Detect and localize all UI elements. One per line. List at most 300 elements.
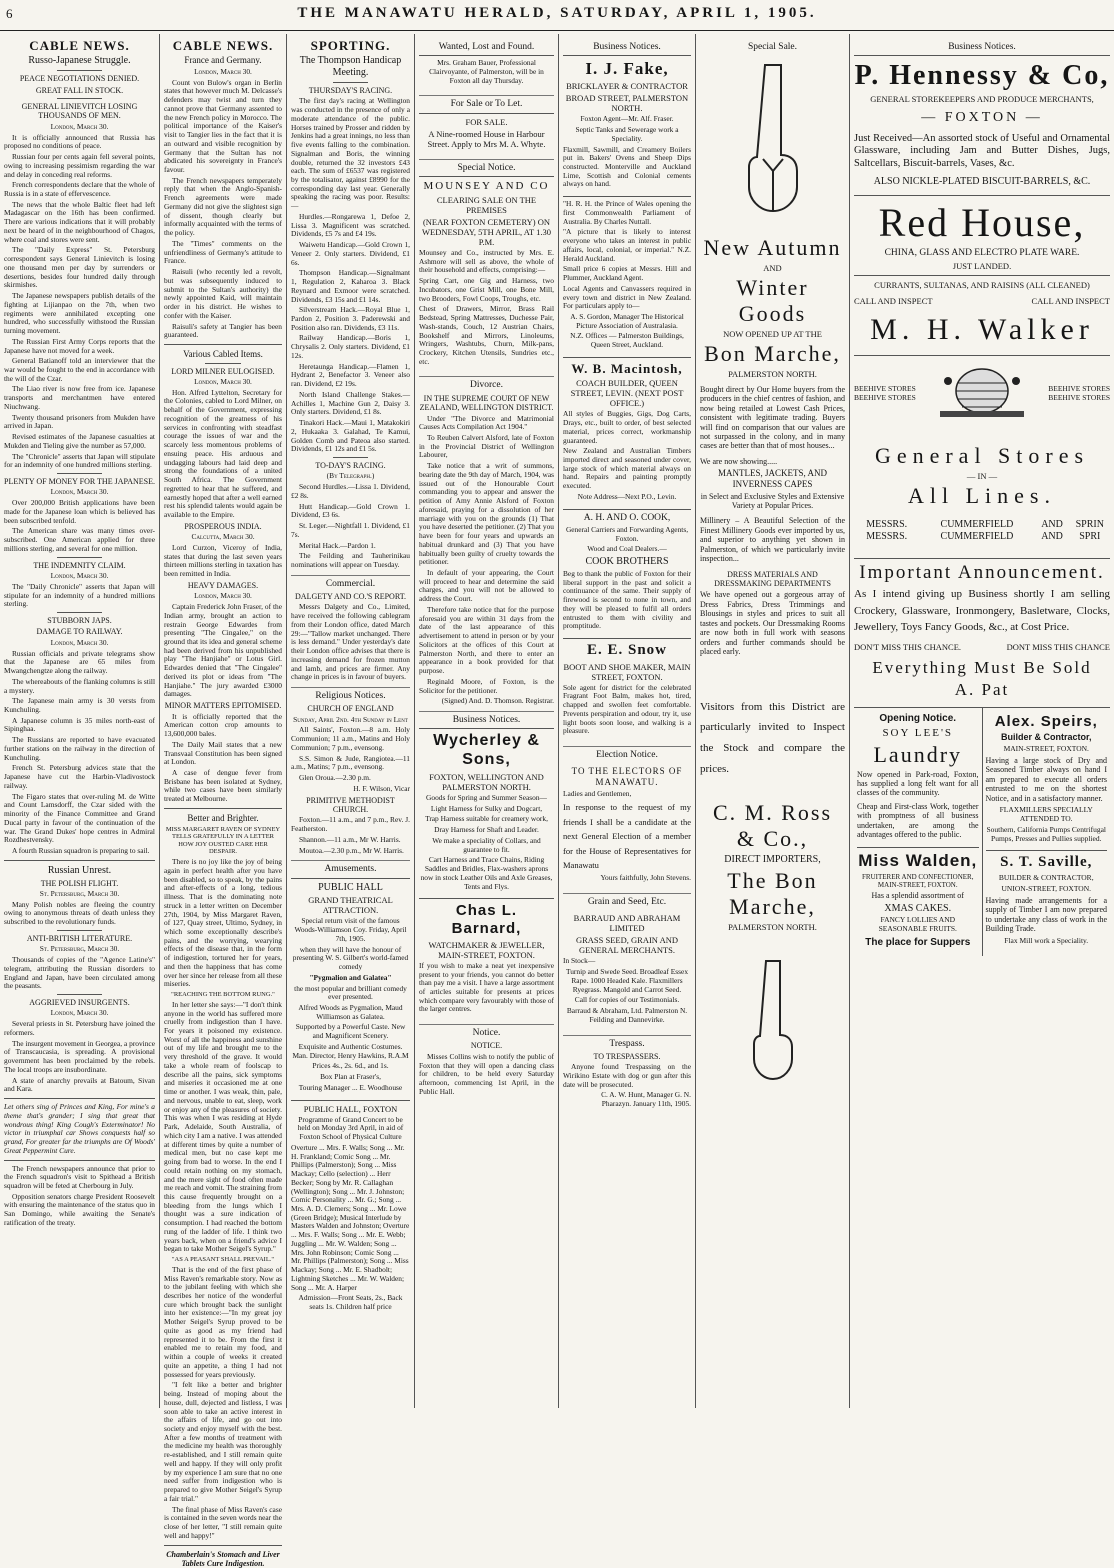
paragraph: Russian officials and private telegrams show that the Japanese are 65 miles from Mwangchengtze along the railway. — [4, 648, 155, 676]
ad-text: "H. R. H. the Prince of Wales opening the first Commonwealth Parliament of Australia. By Charles Nuttall. — [563, 199, 691, 226]
paragraph: A Japanese column is 35 miles north-east of Sipinghaa. — [4, 715, 155, 734]
advert-hennessy — [854, 55, 1110, 192]
ad-text: NOW OPENED UP AT THE — [723, 328, 822, 339]
ad-row — [854, 296, 1110, 306]
section-heading: Divorce. — [419, 376, 554, 391]
section-heading: Special Sale. — [747, 42, 798, 52]
paragraph: The news that the whole Baltic fleet had left Madagascar on the 16th has been confirmed. There are various indications that it will probably next be heard of in the neighbourhood of Chagos, where coal and stores were sent. — [4, 199, 155, 244]
paragraph: S.S. Simon & Jude, Rangiotea.—11 a.m., Matins; 7 p.m., evensong. — [291, 753, 410, 772]
column-7 — [850, 34, 1114, 1408]
paragraph: To Reuben Calvert Alsford, late of Foxton in the Provincial District of Wellington Labourer, — [419, 433, 554, 460]
ad-text: Builder & Contractor, — [1000, 732, 1092, 743]
ad-text: JUST LANDED. — [952, 261, 1012, 272]
ad-title: All Lines. — [908, 483, 1056, 509]
paragraph: Russian four per cents again fell several points, owing to increasing pessimism regarding the war and delay in conceding real reforms. — [4, 152, 155, 179]
ad-text: WATCHMAKER & JEWELLER, MAIN-STREET, FOXTON. — [428, 939, 545, 960]
advert — [419, 176, 554, 372]
ad-text: Turnip and Swede Seed. Broadleaf Essex Rape. 1000 Headed Kale. Flaxmillers Ryegrass. Mangold and Carrot Seed. — [565, 967, 689, 994]
ad-text: Ladies and Gentlemen, — [563, 788, 632, 798]
ad-title: W. B. Macintosh, — [571, 360, 683, 376]
ad-text: Note Address—Next P.O., Levin. — [577, 491, 677, 501]
paragraph: The Daily Mail states that a new Transvaal Constitution has been signed at London. — [164, 739, 282, 767]
section-heading: PROSPEROUS INDIA. — [184, 521, 262, 531]
advert — [419, 55, 554, 90]
dateline: St. Petersburg, March 30. — [39, 944, 120, 954]
ad-text: In Stock— — [563, 956, 596, 966]
ad-text: N.Z. Offices — Palmerston Buildings, Queen Street, Auckland. — [570, 331, 684, 350]
ad-text: CALL AND INSPECT — [854, 296, 933, 307]
ad-text: COACH BUILDER, QUEEN STREET, LEVIN. (NEXT POST OFFICE.) — [570, 378, 684, 409]
dateline: London, March 30. — [50, 487, 109, 497]
paragraph: The "Times" comments on the unfriendliness of Germany's attitude to France. — [164, 238, 282, 266]
ad-text: Supported by a Powerful Caste. New and Magnificent Scenery. — [295, 1022, 406, 1041]
paragraph: Anyone found Trespassing on the Wirikino Estate with dog or gun after this date will be prosecuted. — [563, 1062, 691, 1089]
section-heading: STUBBORN JAPS. — [47, 616, 112, 625]
ad-title: P. Hennessy & Co, — [854, 60, 1110, 92]
advert — [419, 113, 554, 154]
ad-title: M. H. Walker — [870, 313, 1094, 347]
advert-fake — [563, 55, 691, 194]
ad-title: BARRAUD AND ABRAHAM LIMITED — [573, 913, 681, 934]
paragraph: The Figaro states that over-ruling M. de Witte and Count Lamsdorff, the Czar sided with the minority of the Finance Committee and Grand Ducal party in favour of the continuation of the war. The Grand Dukes' hope centres in Admiral Rozdhestvensky. — [4, 791, 155, 845]
paragraph: H. F. Wilson, Vicar — [353, 783, 410, 793]
ad-text: when they will have the honour of presenting W. S. Gilbert's world-famed comedy — [292, 944, 409, 972]
dateline: London, March 30. — [194, 591, 252, 601]
advert-walden — [857, 847, 979, 954]
section-heading: DAMAGE TO RAILWAY. — [36, 627, 123, 637]
ad-title: A. Pat — [954, 679, 1010, 699]
section-heading: Religious Notices. — [291, 687, 410, 702]
column-3 — [287, 34, 415, 1408]
paragraph: Raisuli's safety at Tangier has been guaranteed. — [164, 321, 282, 340]
paragraph: Merital Hack.—Pardon 1. — [299, 540, 376, 550]
ad-text: Local Agents and Canvassers required in every town and district in New Zealand. For particulars apply to— — [563, 283, 691, 311]
section-heading: Special Notice. — [419, 159, 554, 174]
ad-text: GENERAL STOREKEEPERS AND PRODUCE MERCHANTS, — [870, 94, 1094, 105]
dateline: London, March 30. — [194, 377, 252, 387]
paragraph: Under "The Divorce and Matrimonial Causes Acts Compilation Act 1904." — [419, 413, 554, 432]
ad-text: We make a speciality of Collars, and guarantee to fit. — [432, 835, 541, 854]
advert-bon-marche — [700, 232, 845, 937]
paragraph: The insurgent movement in Georgea, a province of Transcaucasia, is spreading. A provisional government has been proclaimed by the rebels. The local troops are insubordinate. — [4, 1038, 155, 1074]
masthead-title: THE MANAWATU HERALD, SATURDAY, APRIL 1, 1905. — [297, 5, 817, 21]
section-heading: Amusements. — [291, 860, 410, 875]
paragraph: The Feilding and Tauherinikau nominations will appear on Tuesday. — [291, 551, 410, 570]
ad-text: New Zealand and Australian Timbers imported direct and seasoned under cover, large stock of which material always on hand. Repairs and painting promptly executed. — [563, 446, 691, 491]
ad-title: MOUNSEY AND CO — [423, 179, 550, 192]
paragraph: Thousands of copies of the "Agence Latine's" telegram, attributing the Russian disorders to England and Japan, have been circulated among the peasants. — [4, 955, 155, 991]
pointing-hand-icon — [700, 957, 845, 1090]
ad-text: Dray Harness for Shaft and Leader. — [434, 825, 539, 835]
paragraph: Over 200,000 British applications have been made for the Japanese loan which is believed has been subscribed tenfold. — [4, 498, 155, 525]
advert-tagline: Chamberlain's Stomach and Liver Tablets Cure Indigestion. — [166, 1549, 280, 1568]
advert-right — [982, 708, 1111, 956]
ad-text: BEEHIVE STORES BEEHIVE STORES — [854, 384, 916, 402]
advert-macintosh — [563, 357, 691, 507]
section-heading: THE INDEMNITY CLAIM. — [33, 560, 126, 570]
paragraph: Opposition senators charge President Roosevelt with ensuring the maintenance of the status quo in San Domingo, while awaiting the Senate's ratification of the treaty. — [4, 1191, 155, 1227]
ad-title: Miss Walden, — [858, 850, 978, 870]
advert-red-house — [854, 195, 1110, 353]
paragraph: (Signed) And. D. Thomson. Registrar. — [441, 696, 554, 706]
section-heading: Grain and Seed, Etc. — [563, 893, 691, 908]
ad-text: BROAD STREET, PALMERSTON NORTH. — [565, 93, 689, 114]
section-heading: THE POLISH FLIGHT. — [40, 878, 119, 888]
paragraph: Reginald Moore, of Foxton, is the Solicitor for the petitioner. — [419, 676, 554, 695]
section-heading: CHURCH OF ENGLAND — [307, 704, 394, 714]
advert-split — [854, 707, 1110, 956]
ad-text: Exquisite and Authentic Costumes. Man. Director, Henry Hawkins, R.A.M — [292, 1041, 409, 1060]
section-heading: Trespass. — [563, 1035, 691, 1050]
ad-text: (NEAR FOXTON CEMETERY) ON WEDNESDAY, 5TH APRIL, AT 1.30 P.M. — [421, 216, 551, 247]
section-heading: "REACHING THE BOTTOM RUNG." — [171, 991, 275, 999]
ad-text: Goods for Spring and Summer Season— — [426, 793, 547, 803]
section-heading: The Thompson Handicap Meeting. — [299, 55, 402, 79]
col1-head: CABLE NEWS. — [29, 38, 130, 53]
column-5 — [559, 34, 696, 1408]
advert-cook — [563, 509, 691, 636]
ad-title: General Stores — [874, 443, 1090, 469]
dateline: Calcutta, March 30. — [191, 532, 255, 542]
masthead — [0, 0, 1114, 31]
paragraph: Heretaunga Handicap.—Flamen 1, Hydrant 2, Benefactor 3. Veneer also ran. Dividend, £2 19s. — [291, 361, 410, 389]
ad-text: Millinery – A Beautiful Selection of the Finest Millinery Goods ever imported by us, and superior to anything yet shown in Palmerston, of which we particularly invite inspection... — [700, 516, 845, 564]
section-heading: Election Notice. — [563, 746, 691, 761]
ad-title: C. M. Ross & Co., — [712, 800, 833, 852]
section-heading: MINOR MATTERS EPITOMISED. — [164, 701, 282, 711]
ad-title: Laundry — [873, 741, 963, 767]
paragraph: Glen Oroua.—2.30 p.m. — [299, 773, 371, 783]
dateline: London, March 30. — [50, 121, 109, 131]
ad-title: — FOXTON — — [921, 110, 1043, 126]
paragraph: In her letter she says:—"I don't think anyone in the world has suffered more cruelly from indigestion than I have. For years it poisoned my existence. Worst of all the happiness and sunshine out of my life and brought me to the very threshold of the grave. It would take a whole ream of foolscap to describe all the pains, sick symptoms and miseries it occasioned me at one time or another. I was weak, thin, pale, and nervous, unable to eat, sleep, work or enjoy any of the pleasures of society. This was when I was residing at Hyde Park, Adelaide, South Australia, of which city I am a native. I was attended at different times by quite a number of medical men, but no case kept me going from bad to worse. In the end I could retain nothing on my stomach, and the mere sight of food often made me reach and vomit. The straining from this cause frequently brought on a bleeding from the lungs which I thought was a sure indication of consumption. I had reached the bottom rung of the ladder of life. I think two years back, when on a friend's advice I began to take Mother Seigel's Syrup." — [164, 999, 282, 1254]
ad-text: Spring Cart, one Gig and Harness, two Incubators, one Grist Mill, one Bone Mill, two Brooders, Fowl Coops, Troughs, etc. — [419, 276, 554, 303]
ad-text: "Pygmalion and Galatea" — [309, 972, 392, 982]
paragraph: Captain Frederick John Fraser, of the Indian army, brought an action to restrain George Edwardes from presenting "The Cingalee," on the ground that its idea and general scheme had been derived from his unpublished play "The Hanjiahe" or Lotus Girl. Edwardes denied that "The Cingalee" derived its plot or ideas from "The Hanjiahe." The jury awarded £3000 damages. — [164, 602, 282, 699]
paragraph: Therefore take notice that for the purpose aforesaid you are within 31 days from the date of the last appearance of this advertisement to attend in person or by your Solicitors at the offices of this Court at Palmerston North, and there to enter an appearance in a book provided for that purpose. — [419, 604, 554, 676]
advert-barraud — [563, 910, 691, 1029]
advert-concert — [291, 1100, 410, 1317]
paragraph: "I felt like a better and brighter being. Instead of moping about the house, dull, dejected and listless, I was soon able to take an active interest in the affairs of life, and go out into society and enjoy myself with the best. After a few months of treatment with the medicine my health was thoroughly re-established, and I still remain quite well and happy. If they will only profit by my experience I am sure that no one need suffer from indigestion who is prepared to give Mother Seigel's Syrup a fair trial." — [164, 1380, 282, 1503]
ad-text: BOOT AND SHOE MAKER, MAIN STREET, FOXTON. — [563, 661, 691, 682]
ad-text: DRESS MATERIALS AND DRESSMAKING DEPARTMENTS — [714, 569, 831, 589]
paragraph: Revised estimates of the Japanese casualties at Mukden and Tieling give the number as 57,000. — [4, 432, 155, 450]
section-heading: HEAVY DAMAGES. — [187, 580, 259, 590]
ad-text: MESSRS. MESSRS. — [866, 519, 908, 542]
ad-title: New Autumn — [703, 234, 842, 260]
advert-beehive — [854, 355, 1110, 556]
ad-row — [854, 642, 1110, 652]
ad-text: Call for copies of our Testimonials. — [574, 995, 680, 1005]
advert-saville — [986, 850, 1108, 950]
ad-text: In response to the request of my friends I shall be a candidate at the next General Election of a member for the House of Representatives for Manawatu — [563, 802, 691, 871]
advert-left — [854, 708, 982, 956]
col2-head: CABLE NEWS. — [172, 38, 274, 53]
section-heading: Various Cabled Items. — [183, 348, 263, 359]
ad-text: MAIN-STREET, FOXTON. — [1003, 744, 1089, 754]
section-heading: DALGETY AND CO.'S REPORT. — [295, 591, 406, 601]
ad-text: Yours faithfully, John Stevens. — [600, 873, 691, 883]
ad-text: Beg to thank the public of Foxton for their liberal support in the past and solicit a continuance of the same. Their supply of firewood is second to none in town, and they will be pleased to fulfil all orders entrusted to them with civility and promptitude. — [563, 568, 691, 631]
dateline: London, March 30. — [194, 66, 252, 76]
ad-text: Light Harness for Sulky and Dogcart, — [430, 803, 543, 813]
paragraph: The Japanese main army is 30 versts from Kunchuling. — [4, 696, 155, 715]
paragraph: The American share was many times over-subscribed. One American applied for three millions sterling, and several for one million. — [4, 526, 155, 553]
ad-subtitle: CLEARING SALE ON THE PREMISES — [436, 194, 537, 215]
paragraph: The French newspapers temperately reply that when the Anglo-Spanish-French agreements were made Germany did not give the slightest sign of dissent, though clearly but informally acquainted with the terms of the policy. — [164, 175, 282, 238]
paragraph: All Saints', Foxton.—8 a.m. Holy Communion; 11 a.m., Matins and Holy Communion; 7 p.m., evensong. — [291, 725, 410, 752]
ad-title: E. E. Snow — [586, 641, 668, 658]
ad-text: BRICKLAYER & CONTRACTOR — [566, 81, 688, 92]
paragraph: Tinakori Hack.—Maui 1, Matakokiri 2, Hukaaka 3. Galahad, Te Kamui, Golden Comb and Pateoa also started. Dividends, £1 12s and £1 5s. — [291, 418, 410, 454]
paragraph: A fourth Russian squadron is preparing to sail. — [12, 846, 150, 856]
paragraph: Twenty thousand prisoners from Mukden have arrived in Japan. — [4, 412, 155, 431]
section-heading: PLENTY OF MONEY FOR THE JAPANESE. — [4, 477, 155, 487]
paragraph: The first day's racing at Wellington was conducted in the presence of only a moderate attendance of the public. Horses trained by Prosser and ridden by Jenkins had a great innings, no less than five events falling to the combination. Signalman and Boris, the winning double, returned the 32 investors £43 each. The sum of £6537 was registered by the totalisator, against £8990 for the corresponding day last year. Generally speaking the racing was poor. Results:— — [291, 96, 410, 211]
paragraph: It is officially reported that the American cotton crop amounts to 13,600,000 bales. — [164, 711, 282, 739]
advert-public-hall — [291, 878, 410, 1098]
advert-verse: Let others sing of Princes and King, For mine's a theme that's grander; I sing that great that wondrous thing! King Cough's Exterminator! No victor in triumphal car Shows conquests half so grand, For greater far the triumphs are Of Woods' Great Peppermint Cure. — [4, 1102, 155, 1155]
ad-text: FANCY LOLLIES AND SEASONABLE FRUITS. — [878, 915, 957, 934]
section-heading: THURSDAY'S RACING. — [308, 85, 393, 95]
col1-s3: GENERAL LINIEVITCH LOSING THOUSANDS OF MEN. — [21, 102, 138, 121]
ad-text: Alfred Woods as Pygmalion, Maud Williamson as Galatea. — [298, 1003, 403, 1021]
section-heading: Business Notices. — [419, 711, 554, 726]
ad-title: Bon Marche, — [704, 340, 841, 366]
paragraph: The French newspapers announce that prior to the French squadron's visit to Spithead a British squadron will be feted at Cherbourg in July. — [4, 1163, 155, 1190]
ad-text: "A picture that is likely to interest everyone who takes an interest in public affairs, local, colonial, or imperial." N.Z. Herald Auckland. — [563, 227, 691, 263]
ad-text: CALL AND INSPECT — [1031, 296, 1110, 307]
ad-text: Now opened in Park-road, Foxton, has supplied a long felt want for all classes of the community. — [857, 769, 979, 798]
paragraph: Waiwetu Handicap.—Gold Crown 1, Veneer 2. Only starters. Dividend, £1 6s. — [291, 240, 410, 267]
paragraph: The "Daily Express" St. Petersburg correspondent says General Linievitch is losing one thousand men per day by surrenders or desertions, besides four hundred daily through skirmishes. — [4, 245, 155, 290]
section-heading: PRIMITIVE METHODIST CHURCH. — [306, 795, 395, 814]
dateline: St. Petersburg, March 30. — [39, 889, 120, 898]
ad-text: PALMERSTON NORTH. — [728, 921, 817, 932]
dateline: Sunday, April 2nd. 4th Sunday in Lent — [293, 714, 408, 724]
paragraph: In default of your appearing, the Court will proceed to hear and determine the said charges, and you will not be allowed to address the Court. — [419, 568, 554, 604]
paragraph: The whereabouts of the flanking columns is still a mystery. — [4, 676, 155, 695]
section-heading: Business Notices. — [593, 42, 661, 52]
ad-title: TO THE ELECTORS OF MANAWATU. — [571, 766, 683, 787]
ad-text: FRUITERER AND CONFECTIONER, MAIN-STREET, FOXTON. — [862, 872, 974, 889]
ad-text: FOXTON, WELLINGTON AND PALMERSTON NORTH. — [429, 771, 544, 792]
ad-text: XMAS CAKES. — [884, 902, 952, 914]
paragraph: French correspondents declare that the whole of Russia is in a state of effervescence. — [4, 180, 155, 199]
ad-title: A. H. AND O. COOK, — [583, 512, 671, 523]
paragraph: The Liao river is now free from ice. Japanese transports and merchantmen have entered Niuchwang. — [4, 384, 155, 411]
advert-speirs — [986, 710, 1108, 849]
col1-sub: Russo-Japanese Struggle. — [28, 55, 131, 67]
paragraph: Hutt Handicap.—Gold Crown 1. Dividend, £3 6s. — [291, 501, 410, 520]
page-number: 6 — [6, 6, 13, 21]
ad-text: As I intend giving up Business shortly I am selling Crockery, Glassware, Ironmongery, Basletware, Clocks, Jewellery, Toys Fancy Goods, &c., at Cost Price. — [854, 588, 1110, 634]
section-heading: TO-DAY'S RACING. — [315, 461, 386, 470]
ad-text: DON'T MISS THIS CHANCE. — [854, 641, 962, 652]
section-heading: MISS MARGARET RAVEN OF SYDNEY TELLS GRATEFULLY IN A LETTER HOW JOY OUSTED CARE HER DESPAIR. — [165, 825, 281, 856]
paragraph: Moutoa.—2.30 p.m., Mr W. Harris. — [299, 845, 404, 855]
advert-laundry — [857, 710, 979, 845]
paragraph: Foxton.—11 a.m., and 7 p.m., Rev. J. Featherston. — [291, 815, 410, 834]
section-heading: TO TRESPASSERS. — [593, 1051, 661, 1061]
section-heading: Commercial. — [291, 575, 410, 590]
col1-s1: PEACE NEGOTIATIONS DENIED. — [19, 74, 140, 84]
paragraph: The Japanese newspapers publish details of the fighting at Lijianpao on the 7th, when two regiments were annihilated excepting one hundred, who successfully withstood the Russian turning movement. — [4, 291, 155, 336]
paragraph: Misses Collins wish to notify the public of Foxton that they will open a dancing class for children, to be held every Saturday afternoon, commencing 1st April, in the Public Hall. — [419, 1051, 554, 1096]
section-heading: For Sale or To Let. — [419, 95, 554, 110]
ad-text: DONT MISS THIS CHANCE — [1006, 641, 1110, 652]
pointing-hand-icon — [700, 61, 845, 224]
section-heading: France and Germany. — [184, 55, 262, 66]
col1-s2: GREAT FALL IN STOCK. — [35, 85, 124, 95]
ad-text: Septic Tanks and Sewerage work a Speciality. — [575, 125, 679, 143]
ad-text: Southern, California Pumps Centrifugal Pumps, Presses and Pullies supplied. — [986, 824, 1107, 843]
column-6 — [696, 34, 850, 1408]
ad-text: Barraud & Abraham, Ltd. Palmerston N. Feilding and Dannevirke. — [566, 1006, 688, 1024]
section-heading: "AS A PEASANT SHALL PREVAIL." — [171, 1256, 275, 1264]
ad-text: Overture ... Mrs. F. Walls; Song ... Mr. H. Frankland; Comic Song ... Mr. Phillips (Palmerston); Song ... Miss Mackay; Cello (selection) ... Herr Becker; Song by Mr. R. Callaghan (Wellington); Song ... Mr. J. Johnston; Comic Personality ... Mr. G.; Song ... Mrs. A. D. Clemers; Song ... Mr. Lowe (Green Bridge); Musical Interlude by Masters Walden and Johnston; Overture ... Mrs. F. Walls; Song ... Mr. E. Webb; Juggling ... Mr. W. Walden; Song ... Mrs. John Robinson; Comic Song ... Mr. Phillips (Palmerston); Song ... Miss Mackay; Song ... Mr. E. Shadbolt; Lightning Sketches ... Mr. W. Walden; Song ... Mr. A. Harper — [291, 1142, 410, 1292]
paragraph: That is the end of the first phase of Miss Raven's remarkable story. Now as to the jubilant feeling with which she describes her notice of the wonderful cure which brought back the sunlight into her existence:—"In my great joy Mother Seigel's Syrup proved to be quite as good as my friend had represented it to be. From the first it enabled me to retain my food, and within a couple of weeks it created quite an appetite, a thing I had not possessed for years previously. — [164, 1264, 282, 1379]
ad-title: Alex. Speirs, — [994, 712, 1098, 730]
ad-title: S. T. Saville, — [1000, 854, 1093, 871]
ad-text: A. S. Gordon, Manager The Historical Picture Association of Australasia. — [570, 311, 684, 330]
ad-text: Having a large stock of Dry and Seasoned Timber always on hand I am prepared to execute all orders entrusted to me on the shortest Notice, and in a satisfactory manner. — [985, 755, 1107, 803]
paragraph: Take notice that a writ of summons, bearing date the 9th day of March, 1904, was issued out of the Honourable Court commanding you to appear and answer the petition of Amy Annie Alsford of Foxton aforesaid, praying for a dissolution of her marriage with you on the grounds (1) That you have deserted the petitioner. (2) That you have been for four years and upwards an habitual drunkard and (3) That you have habitually been guilty of cruelty towards the petitioner. — [419, 461, 554, 567]
paragraph: The final phase of Miss Raven's case is contained in the seven words near the close of her letter, "I still remain quite well and happy!" — [164, 1504, 283, 1540]
paragraph: A case of dengue fever from Brisbane has been isolated at Sydney, while two cases have been similarly treated at Melbourne. — [164, 767, 282, 804]
ad-text: PALMERSTON NORTH. — [728, 368, 817, 379]
ad-text: General Carriers and Forwarding Agents, Foxton. — [565, 524, 689, 543]
ad-text: Cart Harness and Trace Chains, Riding Saddles and Bridles, Flax-washers aprons now in stock Leather Oils and Axle Greases, Tents and Flys. — [420, 855, 553, 891]
ad-text: FLAXMILLERS SPECIALLY ATTENDED TO. — [999, 805, 1093, 823]
paragraph: It is officially announced that Russia has proposed no conditions of peace. — [4, 132, 155, 151]
ad-text: Programme of Grand Concert to be held on Monday 3rd April, in aid of Foxton School of Physical Culture — [297, 1114, 404, 1142]
paragraph: Hurdles.—Rongarewa 1, Defoe 2, Lissa 3. Magnificent was scratched. Dividends, £5 7s and £4 19s. — [291, 211, 410, 239]
paragraph: The Russians are reported to have evacuated further stations on the railway in the direction of Kunchuling. — [4, 735, 155, 762]
ad-text: Admission—Front Seats, 2s., Back seats 1s. Children half price — [298, 1293, 403, 1312]
ad-title: I. J. Fake, — [585, 59, 669, 79]
ad-title: Important Announcement. — [859, 561, 1105, 583]
ad-text: Chest of Drawers, Mirror, Brass Rail Bedstead, Spring Mattresses, Duchesse Pair, Wash-stands, Couch, 12 Austrian Chairs, Bookshelf and Mirrors, Linoleums, Wringers, Washtubs, Churn, Milk-pans, Crockery, Kitchen Utensils, Sundries etc., etc. — [419, 304, 554, 366]
ad-text: GRASS SEED, GRAIN AND GENERAL MERCHANTS. — [575, 935, 678, 956]
ad-text: All styles of Buggies, Gigs, Dog Carts, Drays, etc., built to order, of best selected material, prices correct, workmanship guaranteed. — [563, 409, 691, 445]
ad-title: COOK BROTHERS — [585, 556, 669, 568]
paragraph: The "Daily Chronicle" asserts that Japan will stipulate for an indemnity of a hundred millions sterling. — [4, 581, 155, 609]
advert-election — [563, 763, 691, 888]
ad-text: AND AND — [1041, 519, 1063, 542]
ad-text: We have opened out a gorgeous array of Dress Fabrics, Dress Trimmings and Blousings in styles and prices to suit all tastes and pockets. Our Dressmaking Rooms are now both in full work with seasons orders and further commands should be placed early. — [700, 590, 845, 657]
ad-text: We are now showing..... — [700, 456, 778, 466]
section-heading: LORD MILNER EULOGISED. — [171, 366, 275, 376]
column-1 — [0, 34, 160, 1408]
ad-title: The Bon Marche, — [727, 867, 818, 919]
ad-text: AND — [763, 262, 782, 273]
column-2 — [160, 34, 287, 1568]
paragraph: Messrs Dalgety and Co., Limited, have received the following cablegram from their London office, dated March 29:—"Tallow market unchanged. There is less demand." Under yesterday's date their London office advises that there is increasing demand for frozen mutton and lamb, and prices are firmer. Any change in prices is in favour of buyers. — [291, 602, 410, 682]
ad-text: Mrs. Graham Bauer, Professional Clairvoyante, of Palmerston, will be in Foxton all day Thursday. — [429, 58, 544, 85]
dateline: London, March 30. — [50, 637, 109, 647]
ad-text: If you wish to make a neat yet inexpensive present to your friends, you cannot do better than pay me a visit. I have a large assortment of articles suitable for presents at prices which compare very favourably with those of the larger centres. — [419, 960, 554, 1014]
ad-text: SPRIN SPRI — [1075, 519, 1104, 542]
dateline: London, March 30. — [50, 1008, 109, 1018]
paragraph: The "Chronicle" asserts that Japan will stipulate for an indemnity of one hundred millions sterling. — [4, 451, 155, 470]
ad-text: UNION-STREET, FOXTON. — [1001, 884, 1091, 894]
ad-text: DIRECT IMPORTERS, — [724, 853, 821, 865]
column-4 — [415, 34, 559, 1408]
ad-subtitle: GRAND THEATRICAL ATTRACTION. — [308, 895, 393, 916]
advert-barnard — [419, 898, 554, 1019]
paragraph: Hon. Alfred Lyttelton, Secretary for the Colonies, cabled to Lord Milner, on behalf of the Government, expressing recognition of the greatness of his services in confronting with steadfast courage the issues of war and the scarcely less momentous problems of ensuing peace. His arduous and undagging labours had laid deep and strong the foundations of a united South Africa. The Government regretted to hear that he suffered, and earnestly hoped that after a well earned rest his splendid talents would again be available to the Empire. — [164, 387, 282, 520]
ad-text: Small price 6 copies at Messrs. Hill and Plummer, Auckland Agent. — [563, 264, 691, 283]
paragraph: Lord Curzon, Viceroy of India, states that during the last seven years thirteen millions sterling in taxation has been remitted in India. — [164, 542, 282, 579]
paragraph: The Russian First Army Corps reports that the Japanese have not moved for a week. — [4, 336, 155, 355]
ad-text: Special return visit of the famous Woods-Williamson Coy. Friday, April 7th, 1905. — [294, 916, 407, 943]
ad-title: Winter Goods — [736, 274, 809, 326]
ad-title: Everything Must Be Sold — [872, 657, 1092, 677]
ad-text: Cheap and First-class Work, together with promptness of all business undertaken, are among the advantages offered to the public. — [857, 801, 979, 840]
paragraph: Count von Bulow's organ in Berlin states that however much M. Delcasse's defenders may twist and turn they cannot prove that Germany assented to the new French policy in Morocco. The political importance of the Kaiser's visit to Tangier lies in the fact that it is an outward and visible recognition by Germany that the Sultan has not abdicated his sovereignty in France's favour. — [164, 77, 282, 175]
ad-text: ALSO NICKLE-PLATED BISCUIT-BARRELS, &C. — [873, 175, 1091, 187]
ad-text: Prices 4s., 2s. 6d., and 1s. — [312, 1061, 389, 1071]
dateline: London, March 30. — [50, 571, 109, 581]
paragraph: Silverstream Hack.—Royal Blue 1, Pardon 2, Position 3. Paderewski and Position also ran. Dividends, £3 11s. — [291, 305, 410, 332]
paragraph: Railway Handicap.—Boris 1, Chrysalis 2. Only starters. Dividend, £1 12s. — [291, 333, 410, 360]
ad-section: Opening Notice. — [879, 712, 957, 724]
section-heading: Russian Unrest. — [47, 864, 112, 876]
paragraph: There is no joy like the joy of being again in perfect health after you have been disabled, so to speak, by the pains and after-effects of a long, tedious illness. That is the dominating note struck in a letter written on December 27th, 1904, by Miss Margaret Raven, of 127, Quay street, Ultimo, Sydney, in which some exceptionally describe's pains, and the worrying, wearying effects of the disease that, in the form of indigestion, tortured her for years, and then the happiness that has come over her since her release from all these miseries. — [164, 857, 282, 989]
section-heading: AGGRIEVED INSURGENTS. — [29, 998, 130, 1008]
ad-text: A Nine-roomed House in Harbour Street. Apply to Mrs M. A. Whyte. — [427, 128, 546, 149]
ad-title: Red House, — [878, 199, 1086, 245]
ad-text: Foxton Agent—Mr. Alf. Fraser. — [580, 114, 674, 124]
ad-text: Box Plan at Fraser's, — [320, 1072, 381, 1082]
page-columns — [0, 34, 1114, 1568]
section-heading: IN THE SUPREME COURT OF NEW ZEALAND, WELLINGTON DISTRICT. — [419, 393, 554, 413]
ad-text: MANTLES, JACKETS, AND INVERNESS CAPES — [717, 468, 827, 489]
ad-text: — IN — — [966, 471, 998, 482]
paragraph: Thompson Handicap.—Signalmant 1, Regulation 2, Kaharoa 3. Black Reynard and Exmoor were scratched. Dividends, £3 15s and £1 14s. — [291, 268, 410, 304]
paragraph: Shannon.—11 a.m., Mr W. Harris. — [299, 834, 401, 844]
ad-text: Flaxmill, Sawmill, and Creamery Boilers put in. Bakers' Ovens and Sheep Dips constructed. Monterville and Auckland Lime, Scottish and Colonial cements always on hand. — [563, 144, 691, 189]
ad-title: PUBLIC HALL — [318, 881, 383, 893]
ad-text: Wood and Coal Dealers.— — [587, 544, 667, 554]
ad-text: in Select and Exclusive Styles and Extensive Variety at Popular Prices. — [700, 491, 845, 510]
col3-head: SPORTING. — [310, 38, 391, 53]
section-heading: Wanted, Lost and Found. — [438, 42, 535, 52]
section-heading: ANTI-BRITISH LITERATURE. — [26, 933, 133, 943]
dateline: (By Telegraph.) — [326, 471, 375, 481]
paragraph: Several priests in St. Petersburg have joined the reformers. — [4, 1019, 155, 1037]
ad-text: BUILDER & CONTRACTOR, — [998, 873, 1094, 883]
advert-snow — [563, 638, 691, 741]
ad-text: Touring Manager ... E. Woodhouse — [298, 1082, 403, 1092]
paragraph: C. A. W. Hunt, Manager G. N. Pharazyn. January 11th, 1905. — [601, 1090, 691, 1109]
ad-text: CURRANTS, SULTANAS, AND RAISINS (ALL CLEANED) — [874, 280, 1090, 291]
section-heading: NOTICE. — [470, 1041, 503, 1051]
section-heading: Business Notices. — [948, 42, 1016, 52]
ad-text: Bought direct by Our Home buyers from the producers in the chief centres of fashion, and now being retailed at Lowest Cash Prices, consistent with legitimate trading. Buyers will find on comparison that our values are not surpassed in the colony, and in many cases are better than that of most houses... — [700, 384, 845, 451]
ad-text: Just Received—An assorted stock of Useful and Ornamental Glassware, including Jam and Butter Dishes, Jugs, Saltcellars, Biscuit-barrels, Vases, &c. — [854, 132, 1110, 169]
ad-text: CUMMERFIELD CUMMERFIELD — [940, 519, 1014, 542]
ad-text: BEEHIVE STORES BEEHIVE STORES — [1048, 384, 1110, 402]
paragraph: A state of anarchy prevails at Batoum, Sivan and Kara. — [4, 1075, 155, 1094]
paragraph: Second Hurdles.—Lissa 1. Dividend, £2 8s. — [291, 482, 410, 500]
ad-text: Has a splendid assortment of — [871, 891, 964, 901]
section-heading: Better and Brighter. — [187, 812, 259, 823]
paragraph: North Island Challenge Stakes.—Achilles 1, Machine Gun 2, Daisy 3. Only starters. Dividend, £1 8s. — [291, 389, 410, 417]
ad-title: FOR SALE. — [465, 116, 508, 127]
paragraph: General Batianoff told an interviewer that the war would be fought to the end in accordance with the will of the Czar. — [4, 356, 155, 383]
